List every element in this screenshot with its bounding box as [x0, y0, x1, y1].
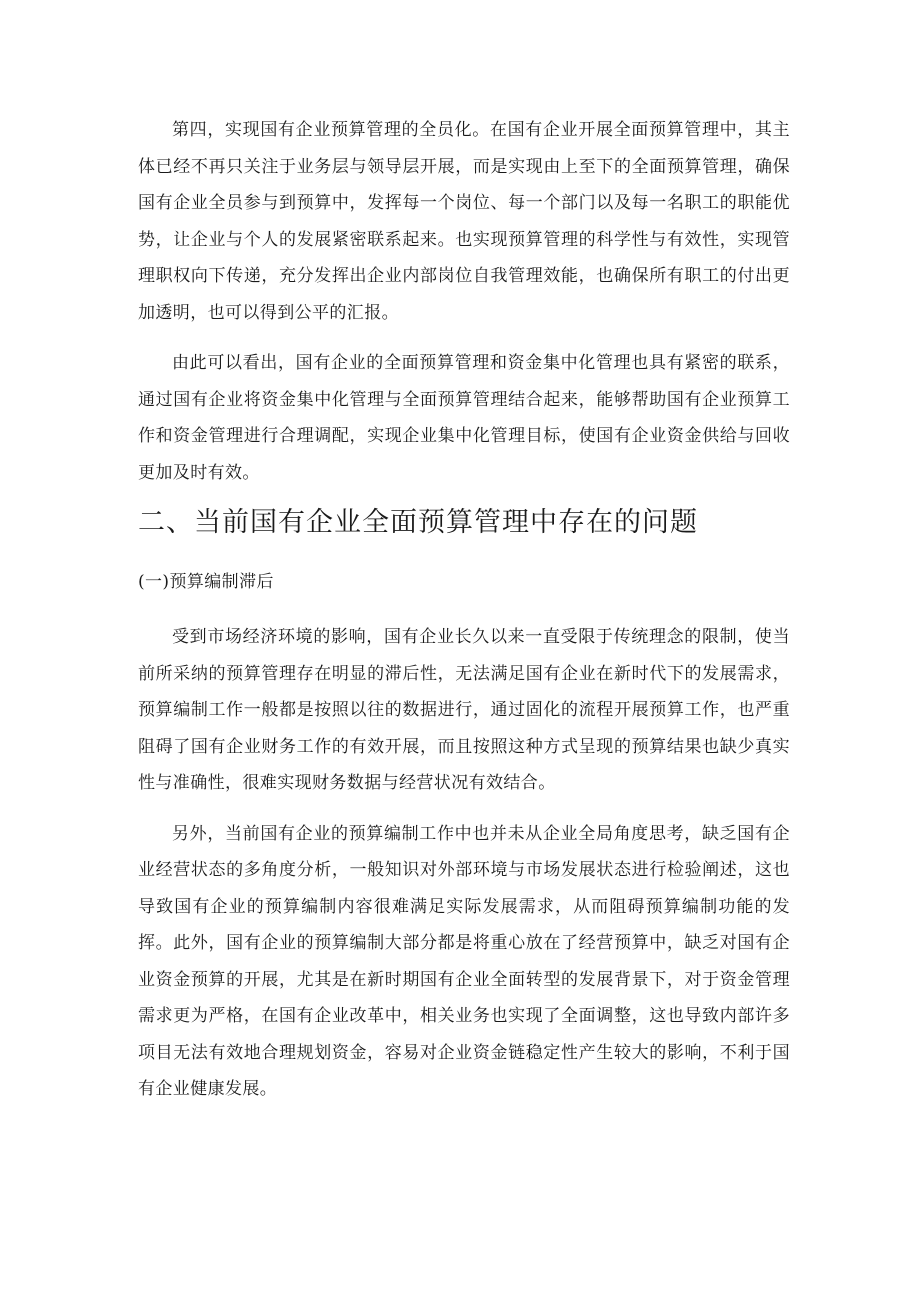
document-body	[138, 112, 790, 1108]
paragraph-1: 第四，实现国有企业预算管理的全员化。在国有企业开展全面预算管理中，其主体已经不再只关注于业务层与领导层开展，而是实现由上至下的全面预算管理，确保国有企业全员参与到预算中，发挥每一个岗位、每一个部门以及每一名职工的职能优势，让企业与个人的发展紧密联系起来。也实现预算管理的科学性与有效性，实现管理职权向下传递，充分发挥出企业内部岗位自我管理效能，也确保所有职工的付出更加透明，也可以得到公平的汇报。	[138, 120, 790, 323]
paragraph-3: 受到市场经济环境的影响，国有企业长久以来一直受限于传统理念的限制，使当前所采纳的预算管理存在明显的滞后性，无法满足国有企业在新时代下的发展需求，预算编制工作一般都是按照以往的数据进行，通过固化的流程开展预算工作，也严重阻碍了国有企业财务工作的有效开展，而且按照这种方式呈现的预算结果也缺少真实性与准确性，很难实现财务数据与经营状况有效结合。	[138, 627, 790, 793]
subsection-heading: (一)预算编制滞后	[138, 572, 274, 592]
section-heading: 二、当前国有企业全面预算管理中存在的问题	[138, 507, 698, 538]
paragraph-4: 另外，当前国有企业的预算编制工作中也并未从企业全局角度思考，缺乏国有企业经营状态的多角度分析，一般知识对外部环境与市场发展状态进行检验阐述，这也导致国有企业的预算编制内容很难满足实际发展需求，从而阻碍预算编制功能的发挥。此外，国有企业的预算编制大部分都是将重心放在了经营预算中，缺乏对国有企业资金预算的开展，尤其是在新时期国有企业全面转型的发展背景下，对于资金管理需求更为严格，在国有企业改革中，相关业务也实现了全面调整，这也导致内部许多项目无法有效地合理规划资金，容易对企业资金链稳定性产生较大的影响，不利于国有企业健康发展。	[138, 823, 790, 1099]
paragraph-2: 由此可以看出，国有企业的全面预算管理和资金集中化管理也具有紧密的联系，通过国有企业将资金集中化管理与全面预算管理结合起来，能够帮助国有企业预算工作和资金管理进行合理调配，实现企业集中化管理目标，使国有企业资金供给与回收更加及时有效。	[138, 353, 790, 483]
